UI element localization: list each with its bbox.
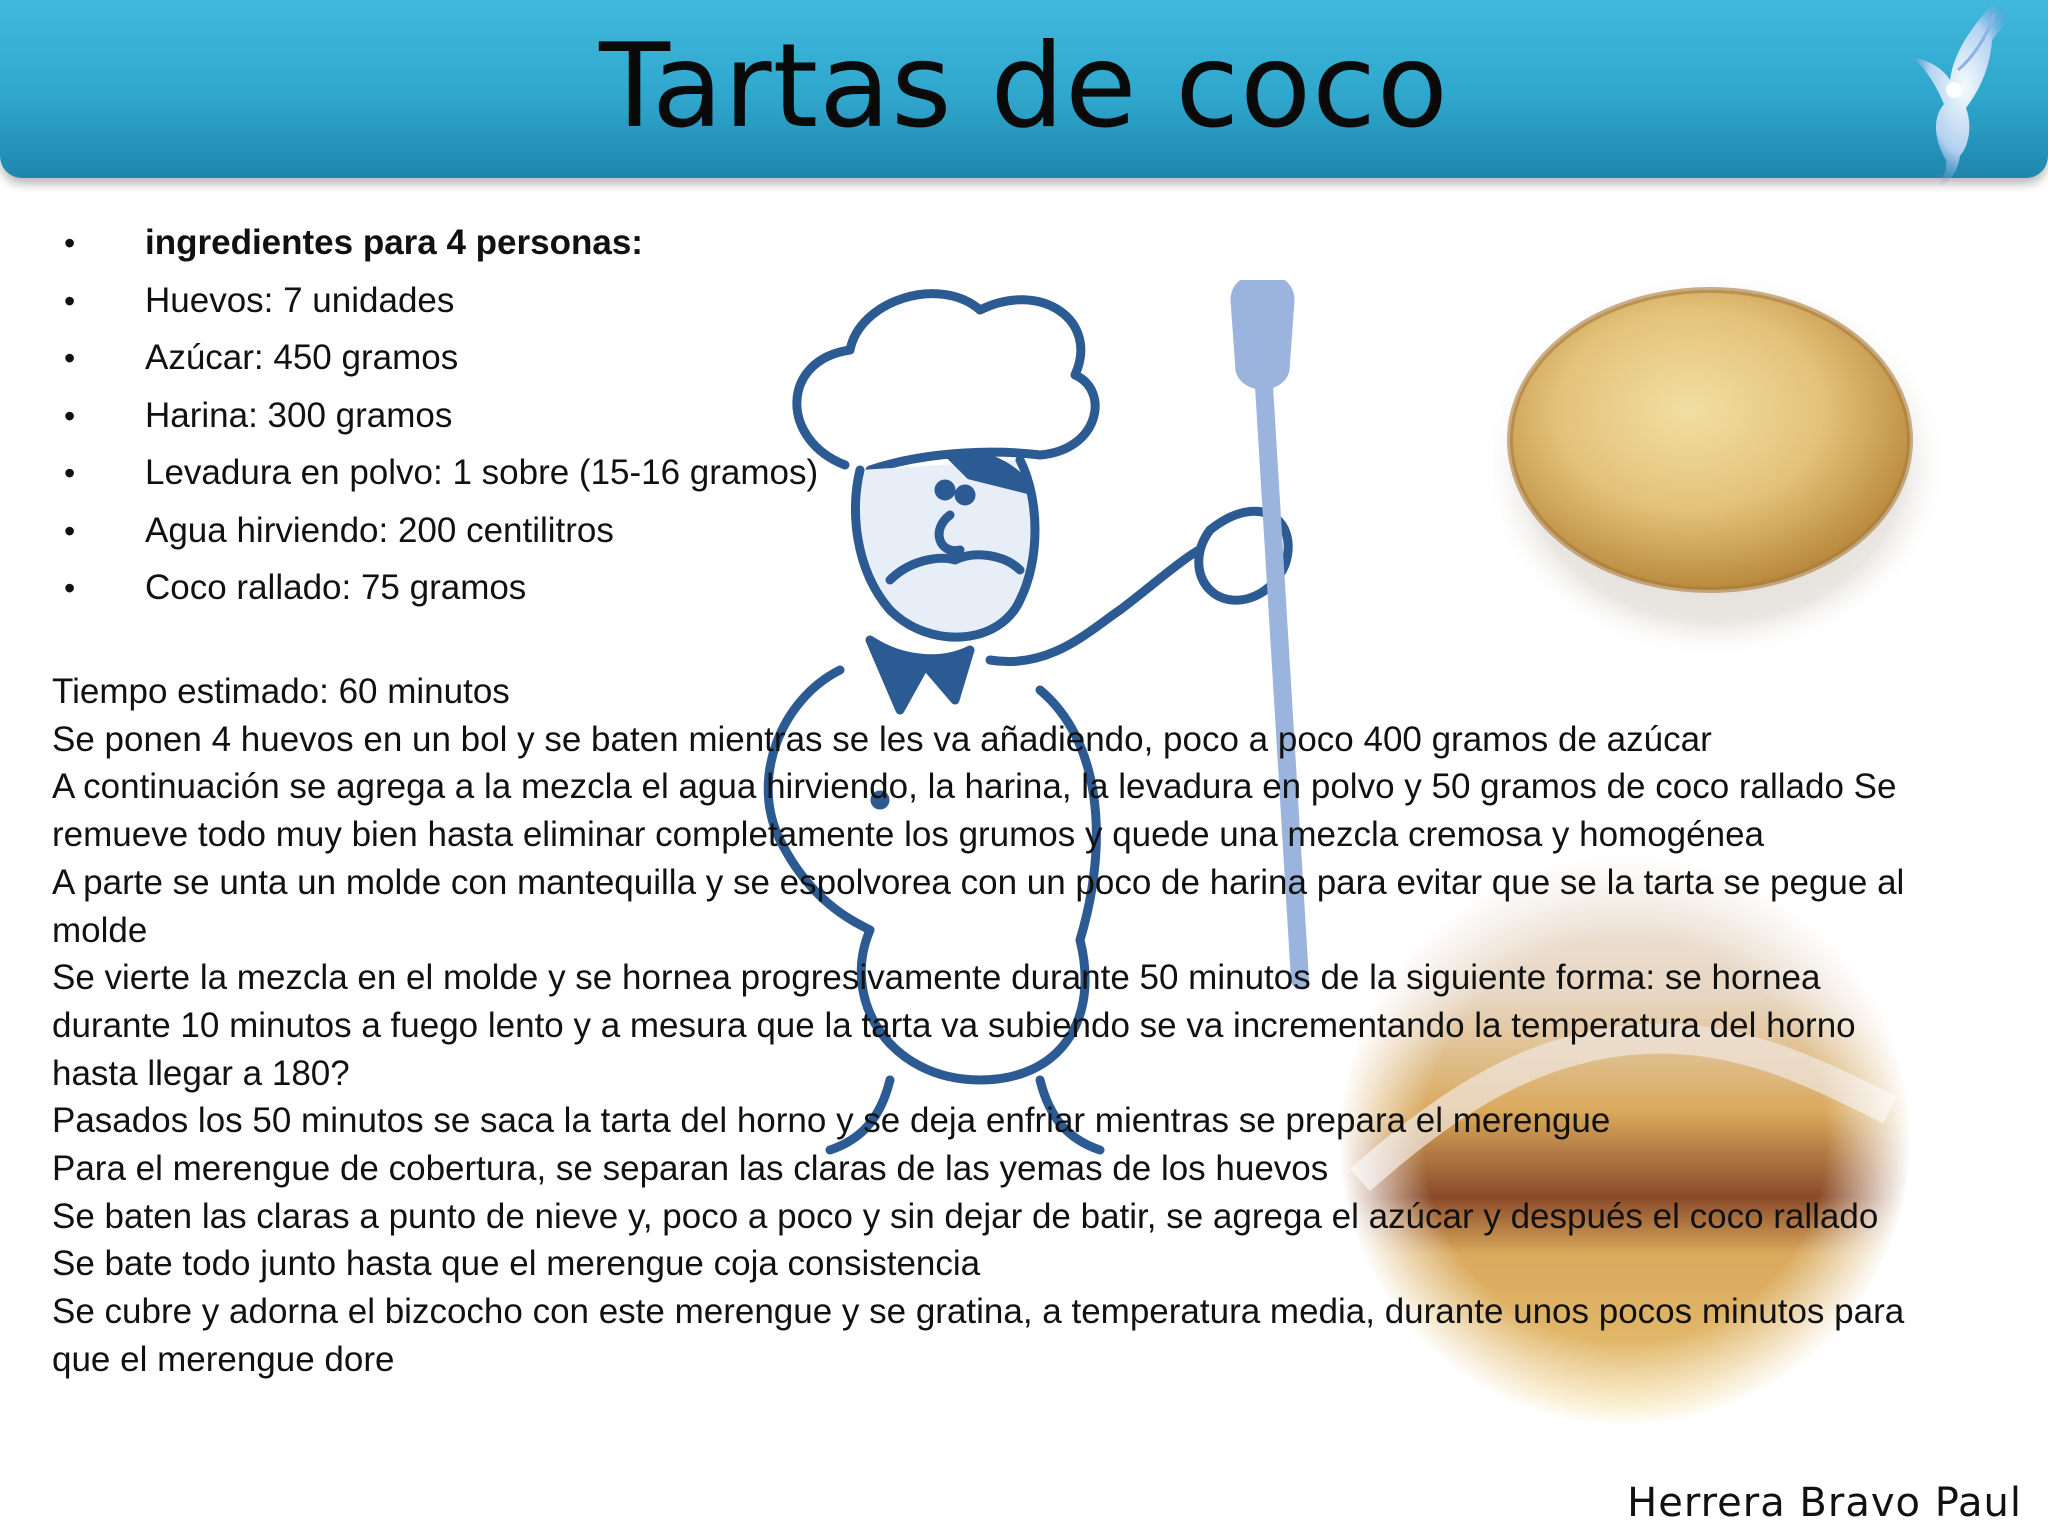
ingredient-sugar: Azúcar: 450 gramos [145, 338, 459, 377]
list-item [58, 391, 818, 449]
list-item [58, 333, 818, 391]
bullet: • [64, 340, 76, 376]
slide-title: Tartas de coco [599, 19, 1449, 154]
bullet: • [64, 455, 76, 491]
step-paragraph: Se baten las claras a punto de nieve y, poco a poco y sin dejar de batir, se agrega el azúcar y después el coco rallado Se bate todo junto hasta que el merengue coja consistencia [52, 1196, 1879, 1284]
step-paragraph: Se vierte la mezcla en el molde y se hornea progresivamente durante 50 minutos de la siguiente forma: se hornea durante 10 minutos a fuego lento y a mesura que la tarta va subiendo se va incrementando la temperatura del horno hasta llegar a 180? [52, 958, 1856, 1093]
step-paragraph: A parte se unta un molde con mantequilla y se espolvorea con un poco de harina para evitar que se la tarta se pegue al molde [52, 862, 1905, 950]
list-item [58, 563, 818, 621]
author-credit: Herrera Bravo Paul [1627, 1480, 2022, 1526]
list-item [58, 506, 818, 564]
bullet: • [64, 570, 76, 606]
step-paragraph: Se cubre y adorna el bizcocho con este merengue y se gratina, a temperatura media, durante unos pocos minutos para que el merengue dore [52, 1292, 1905, 1379]
step-paragraph: A continuación se agrega a la mezcla el agua hirviendo, la harina, la levadura en polvo y 50 gramos de coco rallado Se remueve todo muy bien hasta eliminar completamente los grumos y quede una mezcla cremosa y homogénea [52, 767, 1897, 855]
ingredient-coconut: Coco rallado: 75 gramos [145, 568, 527, 607]
estimated-time: Tiempo estimado: 60 minutos [52, 672, 510, 711]
ingredient-yeast: Levadura en polvo: 1 sobre (15-16 gramos) [145, 453, 819, 492]
title-banner [0, 0, 2048, 178]
bullet: • [64, 512, 76, 549]
step-paragraph: Pasados los 50 minutos se saca la tarta del horno y se deja enfriar mientras se prepara el merengue [52, 1101, 1611, 1141]
list-item [58, 448, 818, 506]
ingredient-eggs: Huevos: 7 unidades [145, 280, 455, 320]
bullet: • [64, 225, 76, 261]
list-item [58, 276, 818, 334]
ingredient-flour: Harina: 300 gramos [145, 395, 453, 435]
coconut-cake-photo [1470, 255, 1950, 665]
step-paragraph: Para el merengue de cobertura, se separan las claras de las yemas de los huevos [52, 1149, 1329, 1189]
bullet: • [64, 282, 76, 319]
list-item [58, 218, 818, 276]
bullet: • [64, 397, 76, 434]
preparation-text [52, 668, 1912, 1384]
ingredients-heading: ingredientes para 4 personas: [145, 223, 643, 262]
ingredients-list [58, 218, 818, 621]
fairy-icon [1874, 0, 2024, 190]
step-paragraph: Se ponen 4 huevos en un bol y se baten mientras se les va añadiendo, poco a poco 400 gramos de azúcar [52, 719, 1712, 759]
ingredient-water: Agua hirviendo: 200 centilitros [145, 510, 614, 550]
